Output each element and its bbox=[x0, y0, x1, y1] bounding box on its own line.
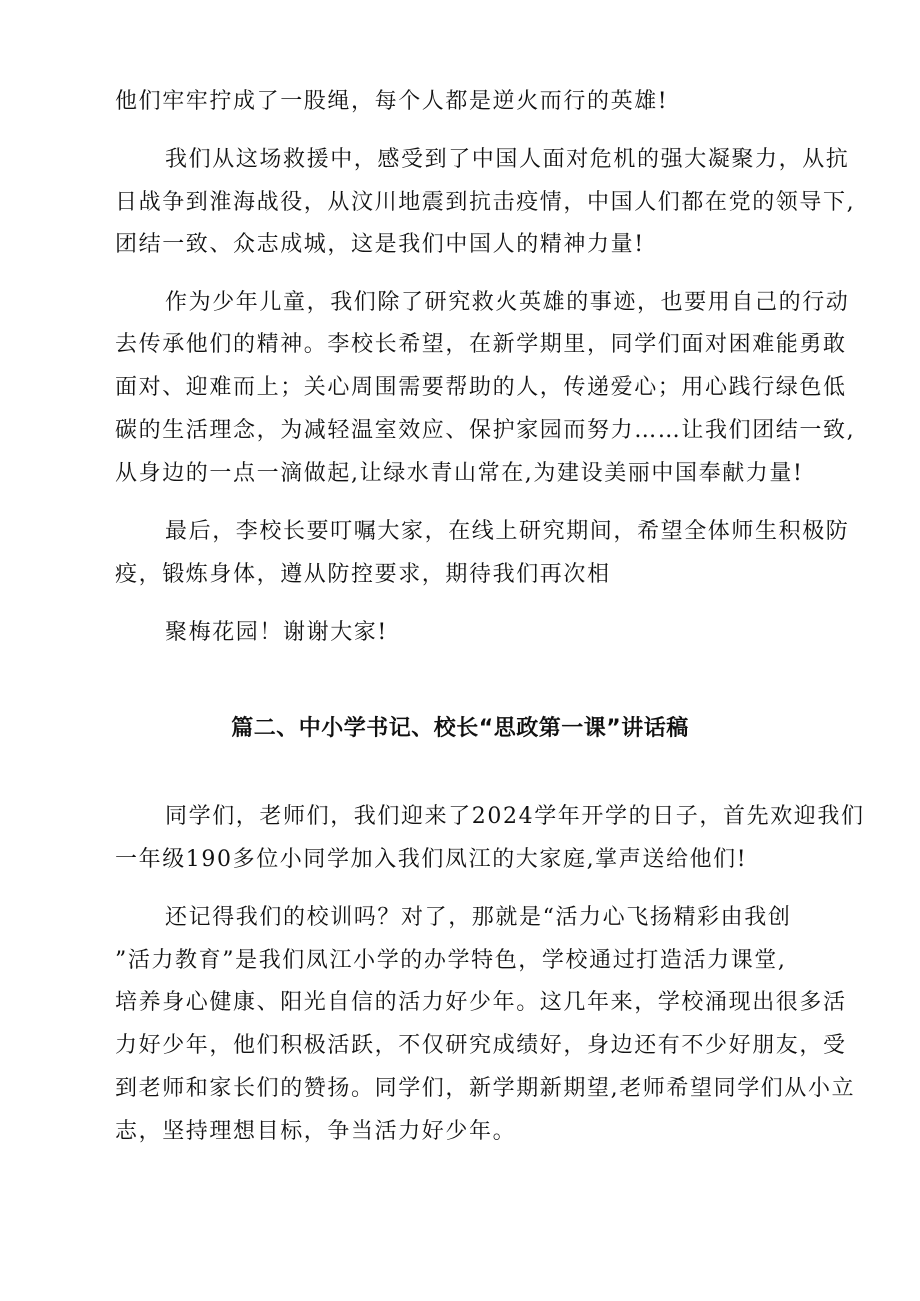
paragraph-line: 我们从这场救援中，感受到了中国人面对危机的强大凝聚力，从抗 bbox=[165, 147, 850, 172]
paragraph-line: 日战争到淮海战役，从汶川地震到抗击疫情，中国人们都在党的领导下, bbox=[115, 190, 856, 215]
paragraph-line: 从身边的一点一滴做起,让绿水青山常在,为建设美丽中国奉献力量! bbox=[115, 461, 804, 486]
paragraph-line: 同学们，老师们，我们迎来了2024学年开学的日子，首先欢迎我们 bbox=[165, 804, 865, 829]
paragraph-line: 最后，李校长要叮嘱大家，在线上研究期间，希望全体师生积极防 bbox=[165, 519, 850, 544]
paragraph-line: 碳的生活理念，为减轻温室效应、保护家园而努力……让我们团结一致, bbox=[115, 418, 856, 443]
paragraph-line: 还记得我们的校训吗？对了，那就是“活力心飞扬精彩由我创 bbox=[165, 905, 792, 930]
paragraph-line: 力好少年，他们积极活跃，不仅研究成绩好，身边还有不少好朋友，受 bbox=[115, 1033, 847, 1058]
paragraph-line: 到老师和家长们的赞扬。同学们，新学期新期望,老师希望同学们从小立 bbox=[115, 1076, 856, 1101]
paragraph-line: 聚梅花园！谢谢大家! bbox=[165, 620, 388, 645]
paragraph-line: 志，坚持理想目标，争当活力好少年。 bbox=[115, 1119, 517, 1144]
paragraph-line: 面对、迎难而上；关心周围需要帮助的人，传递爱心；用心践行绿色低 bbox=[115, 375, 847, 400]
section-heading: 篇二、中小学书记、校长“思政第一课”讲话稿 bbox=[231, 716, 689, 741]
paragraph-line: 他们牢牢拧成了一股绳，每个人都是逆火而行的英雄! bbox=[115, 89, 669, 114]
paragraph-line: 疫，锻炼身体，遵从防控要求，期待我们再次相 bbox=[115, 562, 611, 587]
paragraph-line: 团结一致、众志成城，这是我们中国人的精神力量! bbox=[115, 232, 645, 257]
paragraph-line: ”活力教育”是我们凤江小学的办学特色，学校通过打造活力课堂, bbox=[115, 948, 787, 973]
paragraph-line: 培养身心健康、阳光自信的活力好少年。这几年来，学校涌现出很多活 bbox=[115, 990, 847, 1015]
paragraph-line: 作为少年儿童，我们除了研究救火英雄的事迹，也要用自己的行动 bbox=[165, 290, 850, 315]
paragraph-line: 一年级190多位小同学加入我们凤江的大家庭,掌声送给他们! bbox=[115, 847, 748, 872]
paragraph-line: 去传承他们的精神。李校长希望，在新学期里，同学们面对困难能勇敢 bbox=[115, 332, 847, 357]
